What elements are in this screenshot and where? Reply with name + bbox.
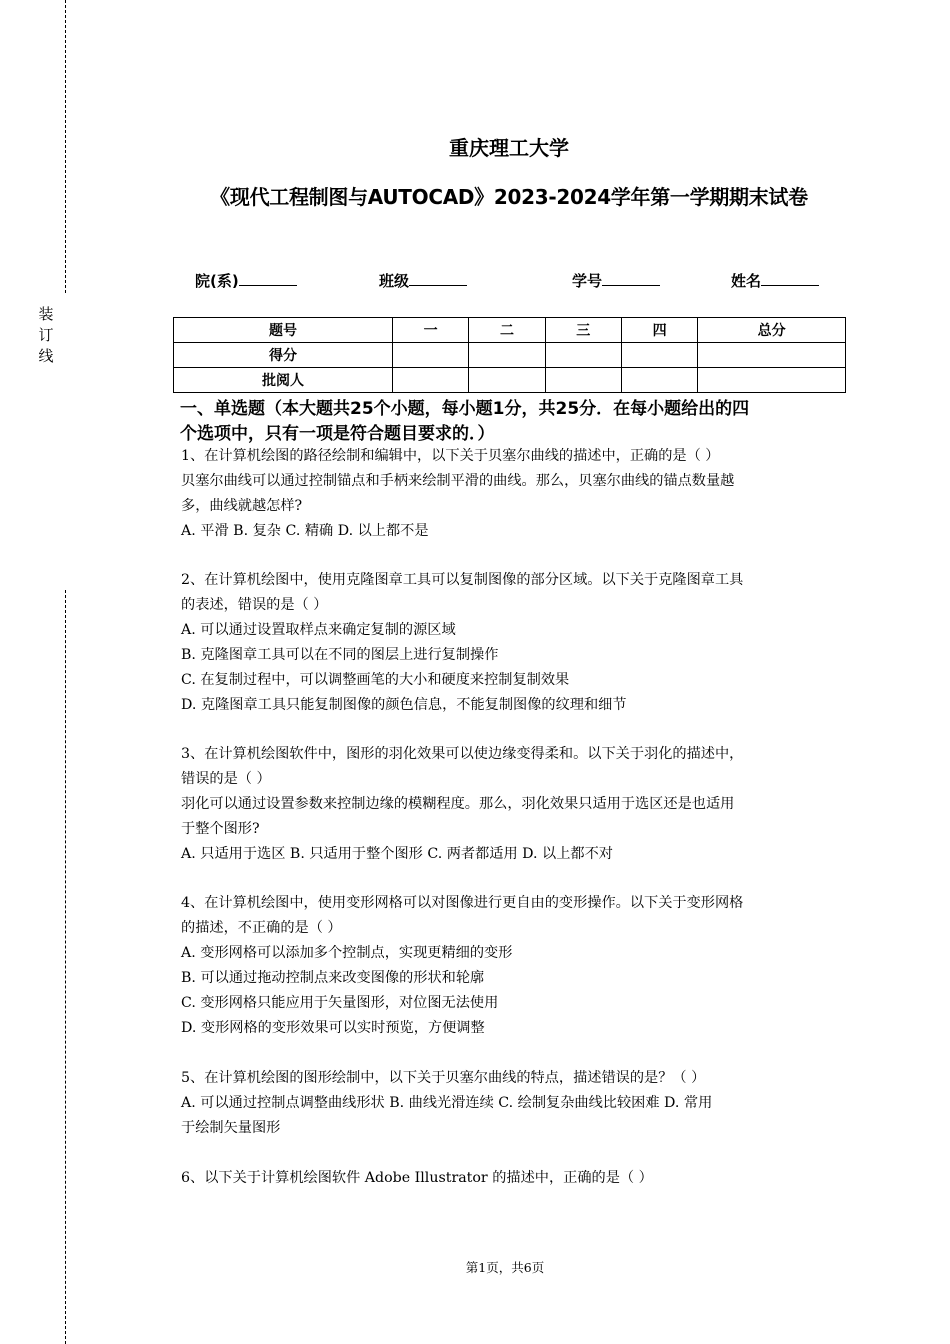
table-cell [698, 343, 846, 368]
table-cell: 题号 [174, 318, 393, 343]
name-field: 姓名 [731, 270, 819, 291]
table-cell [698, 368, 846, 393]
question-line: A. 可以通过设置取样点来确定复制的源区域 [181, 622, 456, 638]
question-6 [181, 1166, 841, 1191]
question-4 [181, 891, 841, 1041]
department-field: 院(系) [195, 270, 297, 291]
table-cell [545, 368, 621, 393]
binding-char: 装 [38, 305, 54, 323]
question-1 [181, 444, 841, 544]
heading-line: 个选项中，只有一项是符合题目要求的．） [180, 424, 495, 444]
exam-title: 《现代工程制图与AUTOCAD》2023-2024学年第一学期期末试卷 [210, 185, 808, 209]
binding-char: 线 [38, 347, 54, 365]
question-line: 3、在计算机绘图软件中，图形的羽化效果可以使边缘变得柔和。以下关于羽化的描述中， [181, 746, 744, 762]
question-line: 于整个图形? [181, 821, 260, 837]
table-cell [621, 343, 697, 368]
page-number: 第1页，共6页 [465, 1260, 545, 1275]
question-line: B. 可以通过拖动控制点来改变图像的形状和轮廓 [181, 970, 485, 986]
question-line: A. 只适用于选区 B. 只适用于整个图形 C. 两者都适用 D. 以上都不对 [181, 846, 613, 862]
section-heading [180, 397, 840, 447]
class-field: 班级 [379, 270, 467, 291]
score-row [174, 343, 846, 368]
binding-label [36, 304, 56, 367]
binding-line-top [65, 0, 66, 293]
question-line: 贝塞尔曲线可以通过控制锚点和手柄来绘制平滑的曲线。那么，贝塞尔曲线的锚点数量越 [181, 473, 735, 489]
table-cell [469, 343, 545, 368]
score-table-header-row [174, 318, 846, 343]
question-5 [181, 1066, 841, 1141]
table-cell [469, 368, 545, 393]
question-line: C. 变形网格只能应用于矢量图形，对位图无法使用 [181, 995, 499, 1011]
question-line: 2、在计算机绘图中，使用克隆图章工具可以复制图像的部分区域。以下关于克隆图章工具 [181, 572, 744, 588]
table-cell: 批阅人 [174, 368, 393, 393]
question-line: 6、以下关于计算机绘图软件 Adobe Illustrator 的描述中，正确的是（ ） [181, 1170, 653, 1186]
binding-char: 订 [38, 326, 54, 344]
question-line: A. 可以通过控制点调整曲线形状 B. 曲线光滑连续 C. 绘制复杂曲线比较困难 D. 常用 [181, 1095, 713, 1111]
question-line: 错误的是（ ） [181, 771, 271, 787]
school-name: 重庆理工大学 [449, 136, 569, 160]
question-3 [181, 742, 841, 867]
student-id-field: 学号 [572, 270, 660, 291]
question-line: 的描述，不正确的是（ ） [181, 920, 342, 936]
question-line: 多，曲线就越怎样? [181, 498, 303, 514]
table-cell [545, 343, 621, 368]
table-cell [392, 368, 468, 393]
question-line: D. 变形网格的变形效果可以实时预览，方便调整 [181, 1020, 485, 1036]
table-cell [392, 343, 468, 368]
table-cell [621, 368, 697, 393]
question-line: B. 克隆图章工具可以在不同的图层上进行复制操作 [181, 647, 499, 663]
question-line: 羽化可以通过设置参数来控制边缘的模糊程度。那么，羽化效果只适用于选区还是也适用 [181, 796, 735, 812]
question-line: C. 在复制过程中，可以调整画笔的大小和硬度来控制复制效果 [181, 672, 570, 688]
question-line: 于绘制矢量图形 [181, 1120, 281, 1136]
question-2 [181, 568, 841, 718]
question-line: A. 变形网格可以添加多个控制点，实现更精细的变形 [181, 945, 513, 961]
reviewer-row [174, 368, 846, 393]
table-cell: 一 [392, 318, 468, 343]
table-cell: 三 [545, 318, 621, 343]
table-cell: 总分 [698, 318, 846, 343]
question-line: 5、在计算机绘图的图形绘制中，以下关于贝塞尔曲线的特点，描述错误的是？（ ） [181, 1070, 706, 1086]
heading-line: 一、单选题（本大题共25个小题，每小题1分，共25分．在每小题给出的四 [180, 399, 750, 419]
question-line: 4、在计算机绘图中，使用变形网格可以对图像进行更自由的变形操作。以下关于变形网格 [181, 895, 744, 911]
table-cell: 四 [621, 318, 697, 343]
binding-line-bottom [65, 590, 66, 1344]
table-cell: 得分 [174, 343, 393, 368]
question-line: 的表述，错误的是（ ） [181, 597, 328, 613]
question-line: D. 克隆图章工具只能复制图像的颜色信息，不能复制图像的纹理和细节 [181, 697, 627, 713]
score-table [173, 317, 846, 393]
question-line: 1、在计算机绘图的路径绘制和编辑中，以下关于贝塞尔曲线的描述中，正确的是（ ） [181, 448, 720, 464]
table-cell: 二 [469, 318, 545, 343]
question-line: A. 平滑 B. 复杂 C. 精确 D. 以上都不是 [181, 523, 429, 539]
